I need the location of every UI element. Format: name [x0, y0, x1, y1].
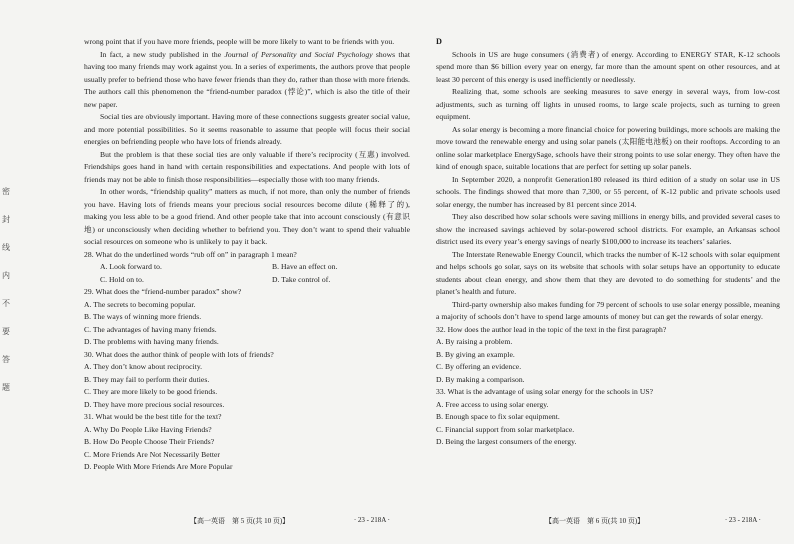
option-d: D. By making a comparison. [436, 374, 525, 384]
option-c: C. By offering an evidence. [436, 362, 522, 371]
passage-intro: wrong point that if you have more friends, people will be more likely to want to be friends with you. [84, 37, 395, 46]
paragraph-text: In fact, a new study published in the [100, 49, 225, 59]
section-heading: D [436, 37, 442, 46]
footer-page-label: 【高一英语 第 5 页(共 10 页)】 [190, 517, 290, 525]
left-page-column [84, 36, 410, 474]
passage-paragraph: The Interstate Renewable Energy Council, which tracks the number of K-12 schools with solar equipment and helps schools go solar, says on its website that schools with solar setups have an opportunity to educate students about clean energy, and show them that they are devoted to do something for students’ and the planet’s health and future. [436, 249, 780, 296]
binding-char: 密 [2, 187, 10, 196]
passage-paragraph: Third-party ownership also makes funding for 79 percent of schools to use solar energy possible, meaning a majority of schools don’t have to spend large amounts of money but can get the rewards of solar energy. [436, 299, 780, 321]
passage-paragraph: Schools in US are huge consumers (消费者) of energy. According to ENERGY STAR, K-12 schools spend more than $6 billion every year on energy, far more than the amount spent on other resources, and at least 30 percent of this energy is used inefficiently or needlessly. [436, 49, 780, 84]
question-31: 31. What would be the best title for the text? [84, 412, 222, 421]
footer-code: · 23 - 218A · [724, 516, 761, 524]
passage-paragraph: In September 2020, a nonprofit Generation180 released its third edition of a study on solar use in US schools. The findings showed that more than 7,300, or 55 percent, of K-12 public and private schools used solar energy, the number has increased by 81 percent since 2014. [436, 174, 780, 209]
option-c: C. Financial support from solar marketplace. [436, 424, 575, 434]
question-28: 28. What do the underlined words “rub off on” in paragraph 1 mean? [84, 249, 297, 259]
option-a: A. By raising a problem. [436, 337, 513, 346]
passage-paragraph: Social ties are obviously important. Having more of these connections suggests greater social value, and more potential possibilities. So it seems reasonable to assume that people will focus their social energies on befriending people who have lots of friends already. [84, 112, 410, 146]
option-d: D. Being the largest consumers of the energy. [436, 437, 577, 446]
binding-char: 封 [2, 215, 10, 224]
binding-char: 题 [2, 383, 10, 392]
option-a: A. Why Do People Like Having Friends? [84, 424, 212, 434]
journal-title: Journal of Personality and Social Psychology [224, 49, 373, 59]
option-b: B. By giving an example. [436, 349, 515, 359]
question-29: 29. What does the “friend-number paradox” show? [84, 287, 242, 296]
question-30: 30. What does the author think of people with lots of friends? [84, 349, 274, 359]
passage-paragraph: In other words, “friendship quality” matters as much, if not more, than only the number of friends you have. Having lots of friends means your precious social resources become dilute (稀释了的), making you less able to be a good friend. And other people take that into account consciously (有意识地) or unconsciously when deciding whether to befriend you. They don’t want to spend their valuable social resources on someone who is unlikely to pay it back. [84, 187, 410, 246]
option-a: A. The secrets to becoming popular. [84, 299, 196, 309]
footer-page-label: 【高一英语 第 6 页(共 10 页)】 [545, 517, 645, 525]
option-c: C. Hold on to. [100, 274, 144, 284]
option-c: C. They are more likely to be good friends. [84, 387, 218, 396]
binding-char: 不 [2, 299, 10, 308]
option-a: A. Free access to using solar energy. [436, 399, 549, 409]
passage-paragraph: They also described how solar schools were saving millions in energy bills, and provided several cases to show the increased savings achieved by solar-powered school districts. For example, an Arkansas school district used its every year’s energy savings of nearly $100,000 to increase its teachers’ salaries. [436, 212, 780, 246]
option-b: B. They may fail to perform their duties. [84, 374, 210, 384]
option-b: B. Have an effect on. [272, 262, 338, 271]
option-b: B. Enough space to fix solar equipment. [436, 412, 560, 421]
passage-paragraph: Realizing that, some schools are seeking measures to save energy in several ways, from low-cost adjustments, such as turning off lights in unused rooms, to large scale projects, such as turning to green equipment. [436, 87, 780, 121]
passage-paragraph [84, 49, 410, 112]
binding-char: 答 [2, 355, 10, 364]
option-d: D. They have more precious social resources. [84, 399, 225, 409]
passage-paragraph: As solar energy is becoming a more financial choice for powering buildings, more schools are making the move toward the renewable energy and using solar panels (太阳能电池板) on their rooftops. According to an online solar marketplace EnergySage, schools have their strong points to use solar energy. They often have the kind of enough space, suitable locations that are perfect for setting up solar panels. [436, 124, 780, 171]
right-page-column [436, 36, 780, 449]
option-d: D. People With More Friends Are More Popular [84, 462, 233, 471]
question-28-options [100, 261, 410, 286]
option-d: D. Take control of. [272, 274, 331, 284]
question-32: 32. How does the author lead in the topic of the text in the first paragraph? [436, 324, 667, 334]
option-a: A. They don’t know about reciprocity. [84, 362, 203, 371]
paragraph-text: shows that having too many friends may work against you. In a series of experiments, the authors prove that people usually prefer to befriend those who have fewer friends than they do, rather than those with more friends. The authors call this phenomenon the “friend-number paradox (悖论)”, which is also the title of their new paper. [84, 49, 410, 109]
binding-char: 线 [2, 243, 10, 252]
option-c: C. The advantages of having many friends. [84, 324, 217, 334]
option-d: D. The problems with having many friends. [84, 337, 219, 346]
option-b: B. How Do People Choose Their Friends? [84, 437, 215, 446]
binding-char: 要 [2, 327, 10, 336]
passage-paragraph: But the problem is that these social ties are only valuable if there’s reciprocity (互惠) involved. Friendships goes hand in hand with certain responsibilities and expectations. And people with lots of friends may not be able to finish those responsibilities—especially those with too many friends. [84, 149, 410, 184]
option-a: A. Look forward to. [100, 262, 162, 271]
option-b: B. The ways of winning more friends. [84, 312, 202, 321]
question-33: 33. What is the advantage of using solar energy for the schools in US? [436, 387, 654, 396]
binding-margin-notice [0, 0, 18, 544]
option-c: C. More Friends Are Not Necessarily Better [84, 449, 221, 459]
binding-char: 内 [2, 271, 10, 280]
footer-code: · 23 - 218A · [353, 516, 390, 524]
